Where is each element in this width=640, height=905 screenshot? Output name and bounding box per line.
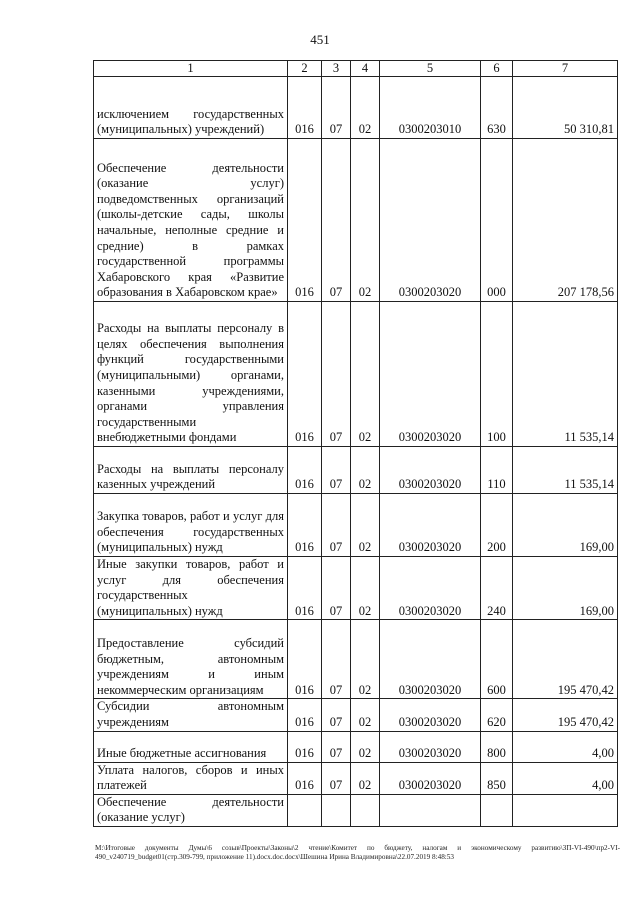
row-vr-cell: 100 xyxy=(481,302,513,447)
row-gr-cell: 016 xyxy=(288,447,322,494)
row-pr-cell: 02 xyxy=(351,620,380,699)
row-sum-cell: 169,00 xyxy=(513,494,618,557)
page-number: 451 xyxy=(310,32,330,47)
row-name-cell: Иные бюджетные ассигнования xyxy=(94,731,288,762)
row-name-cell: Расходы на выплаты персоналу казенных учреждений xyxy=(94,447,288,494)
row-name-cell: Обеспечение деятельности (оказание услуг) xyxy=(94,794,288,826)
row-gr-cell: 016 xyxy=(288,731,322,762)
row-gr-cell: 016 xyxy=(288,557,322,620)
row-sum-cell: 4,00 xyxy=(513,762,618,794)
row-rz-cell: 07 xyxy=(322,139,351,302)
row-sum-cell: 195 470,42 xyxy=(513,699,618,731)
row-gr-cell: 016 xyxy=(288,139,322,302)
row-pr-cell xyxy=(351,794,380,826)
row-csr-cell: 0300203020 xyxy=(380,620,481,699)
row-rz-cell xyxy=(322,794,351,826)
row-vr-cell: 600 xyxy=(481,620,513,699)
row-sum-cell: 195 470,42 xyxy=(513,620,618,699)
row-rz-cell: 07 xyxy=(322,302,351,447)
row-name-cell: исключением государственных (муниципальных) учреждений) xyxy=(94,77,288,139)
row-pr-cell: 02 xyxy=(351,139,380,302)
row-csr-cell: 0300203020 xyxy=(380,557,481,620)
row-gr-cell xyxy=(288,794,322,826)
row-name-cell: Расходы на выплаты персоналу в целях обеспечения выполнения функций государственными (муниципальными) органами, казенными учреждениями, органами управления государственными внебюджетными фондами xyxy=(94,302,288,447)
row-vr-cell: 620 xyxy=(481,699,513,731)
row-csr-cell: 0300203020 xyxy=(380,699,481,731)
row-rz-cell: 07 xyxy=(322,557,351,620)
table-row xyxy=(94,557,618,620)
row-sum-cell: 11 535,14 xyxy=(513,447,618,494)
table-row xyxy=(94,699,618,731)
header-col-4: 4 xyxy=(351,61,380,77)
row-rz-cell: 07 xyxy=(322,731,351,762)
row-rz-cell: 07 xyxy=(322,762,351,794)
row-rz-cell: 07 xyxy=(322,494,351,557)
row-gr-cell: 016 xyxy=(288,620,322,699)
row-sum-cell: 4,00 xyxy=(513,731,618,762)
table-row xyxy=(94,620,618,699)
row-pr-cell: 02 xyxy=(351,447,380,494)
row-pr-cell: 02 xyxy=(351,699,380,731)
row-csr-cell: 0300203020 xyxy=(380,302,481,447)
row-name-cell: Предоставление субсидий бюджетным, автономным учреждениям и иным некоммерческим организациям xyxy=(94,620,288,699)
row-vr-cell: 200 xyxy=(481,494,513,557)
row-pr-cell: 02 xyxy=(351,302,380,447)
row-name-cell: Закупка товаров, работ и услуг для обеспечения государственных (муниципальных) нужд xyxy=(94,494,288,557)
row-gr-cell: 016 xyxy=(288,762,322,794)
row-pr-cell: 02 xyxy=(351,731,380,762)
row-pr-cell: 02 xyxy=(351,557,380,620)
footer-file-path: М:\Итоговые документы Думы\6 созыв\Проекты\Законы\2 чтение\Комитет по бюджету, налогам и экономическому развитию\ЗП-VI-490\пр2-VI-490_v240719_budget01(стр.309-799, приложение 11).docx.doc.docx\Шешина Ирина Владимировна\22.07.2019 8:48:53 xyxy=(95,844,620,861)
budget-table xyxy=(93,60,618,827)
row-csr-cell: 0300203020 xyxy=(380,447,481,494)
row-vr-cell: 800 xyxy=(481,731,513,762)
header-col-3: 3 xyxy=(322,61,351,77)
row-gr-cell: 016 xyxy=(288,494,322,557)
table-row xyxy=(94,731,618,762)
row-rz-cell: 07 xyxy=(322,77,351,139)
header-col-6: 6 xyxy=(481,61,513,77)
row-csr-cell: 0300203020 xyxy=(380,139,481,302)
row-gr-cell: 016 xyxy=(288,302,322,447)
row-csr-cell: 0300203010 xyxy=(380,77,481,139)
header-col-5: 5 xyxy=(380,61,481,77)
table-row xyxy=(94,77,618,139)
row-gr-cell: 016 xyxy=(288,699,322,731)
row-vr-cell: 000 xyxy=(481,139,513,302)
table-row xyxy=(94,139,618,302)
table-header-row xyxy=(94,61,618,77)
row-sum-cell xyxy=(513,794,618,826)
row-csr-cell xyxy=(380,794,481,826)
table-row xyxy=(94,494,618,557)
row-sum-cell: 169,00 xyxy=(513,557,618,620)
row-pr-cell: 02 xyxy=(351,77,380,139)
row-csr-cell: 0300203020 xyxy=(380,762,481,794)
row-pr-cell: 02 xyxy=(351,762,380,794)
row-rz-cell: 07 xyxy=(322,447,351,494)
row-vr-cell: 240 xyxy=(481,557,513,620)
row-name-cell: Обеспечение деятельности (оказание услуг) подведомственных организаций (школы-детские сады, школы начальные, неполные средние и средние) в рамках государственной программы Хабаровского края «Развитие образования в Хабаровском крае» xyxy=(94,139,288,302)
header-col-2: 2 xyxy=(288,61,322,77)
row-name-cell: Субсидии автономным учреждениям xyxy=(94,699,288,731)
row-pr-cell: 02 xyxy=(351,494,380,557)
table-row xyxy=(94,302,618,447)
row-sum-cell: 50 310,81 xyxy=(513,77,618,139)
table-row xyxy=(94,447,618,494)
row-vr-cell xyxy=(481,794,513,826)
header-col-7: 7 xyxy=(513,61,618,77)
row-name-cell: Уплата налогов, сборов и иных платежей xyxy=(94,762,288,794)
row-vr-cell: 630 xyxy=(481,77,513,139)
row-rz-cell: 07 xyxy=(322,699,351,731)
table-row xyxy=(94,762,618,794)
row-sum-cell: 11 535,14 xyxy=(513,302,618,447)
row-vr-cell: 110 xyxy=(481,447,513,494)
header-col-1: 1 xyxy=(94,61,288,77)
row-sum-cell: 207 178,56 xyxy=(513,139,618,302)
table-row xyxy=(94,794,618,826)
row-vr-cell: 850 xyxy=(481,762,513,794)
row-gr-cell: 016 xyxy=(288,77,322,139)
row-csr-cell: 0300203020 xyxy=(380,731,481,762)
row-csr-cell: 0300203020 xyxy=(380,494,481,557)
row-name-cell: Иные закупки товаров, работ и услуг для обеспечения государственных (муниципальных) нужд xyxy=(94,557,288,620)
row-rz-cell: 07 xyxy=(322,620,351,699)
